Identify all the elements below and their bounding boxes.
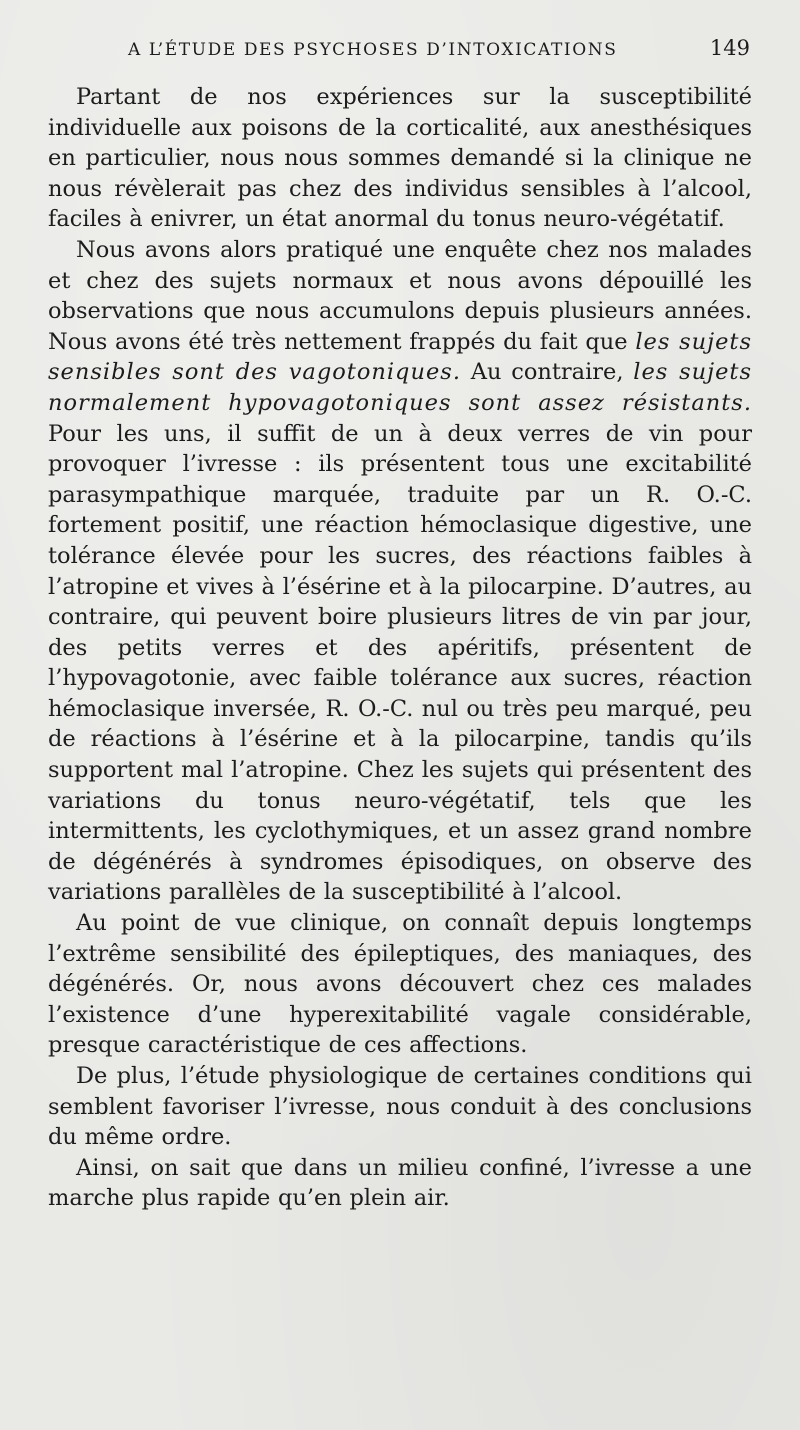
- body-text: [48, 82, 752, 1214]
- text-segment: Pour les uns, il suffit de un à deux verres de vin pour provoquer l’ivresse : ils présentent tous une excitabilité parasympathique marquée, traduite par un R. O.-C. fortement positif, une réaction hémoclasique digestive, une tolérance élevée pour les sucres, des réactions faibles à l’atropine et vives à l’ésérine et à la pilocarpine. D’autres, au contraire, qui peuvent boire plusieurs litres de vin par jour, des petits verres et des apéritifs, présentent de l’hypovagotonie, avec faible tolérance aux sucres, réaction hémoclasique inversée, R. O.-C. nul ou très peu marqué, peu de réactions à l’ésérine et à la pilocarpine, tandis qu’ils supportent mal l’atropine. Chez les sujets qui présentent des variations du tonus neuro-végétatif, tels que les intermittents, les cyclothymiques, et un assez grand nombre de dégénérés à syndromes épisodiques, on observe des variations parallèles de la susceptibilité à l’alcool.: [48, 420, 752, 906]
- running-head: [48, 36, 752, 76]
- running-title: A L’ÉTUDE DES PSYCHOSES D’INTOXICATIONS: [128, 40, 618, 60]
- text-segment: Au contraire,: [460, 359, 634, 386]
- paragraph: [48, 1153, 752, 1214]
- paragraph: [48, 1061, 752, 1153]
- text-segment: Partant de nos expériences sur la susceptibilité individuelle aux poisons de la corticalité, aux anesthésiques en particulier, nous nous sommes demandé si la clinique ne nous révèlerait pas chez des individus sensibles à l’alcool, faciles à enivrer, un état anormal du tonus neuro-végétatif.: [48, 84, 752, 233]
- paragraph: [48, 235, 752, 908]
- text-segment: Au point de vue clinique, on connaît depuis longtemps l’extrême sensibilité des épileptiques, des maniaques, des dégénérés. Or, nous avons découvert chez ces malades l’existence d’une hyperexitabilité vagale considérable, presque caractéristique de ces affections.: [48, 910, 752, 1059]
- text-segment: Ainsi, on sait que dans un milieu confiné, l’ivresse a une marche plus rapide qu’en plein air.: [48, 1154, 752, 1212]
- paragraph: [48, 82, 752, 235]
- italic-segment: les sujets sensibles sont des vagotoniques.: [48, 328, 752, 386]
- italic-segment: les sujets normalement hypovagotoniques sont assez résistants.: [48, 359, 752, 416]
- paragraph: [48, 908, 752, 1061]
- text-segment: De plus, l’étude physiologique de certaines conditions qui semblent favoriser l’ivresse, nous conduit à des conclusions du même ordre.: [48, 1063, 752, 1151]
- text-segment: Nous avons alors pratiqué une enquête chez nos malades et chez des sujets normaux et nous avons dépouillé les observations que nous accumulons depuis plusieurs années. Nous avons été très nettement frappés du fait que: [48, 236, 752, 355]
- page-number: 149: [709, 36, 750, 60]
